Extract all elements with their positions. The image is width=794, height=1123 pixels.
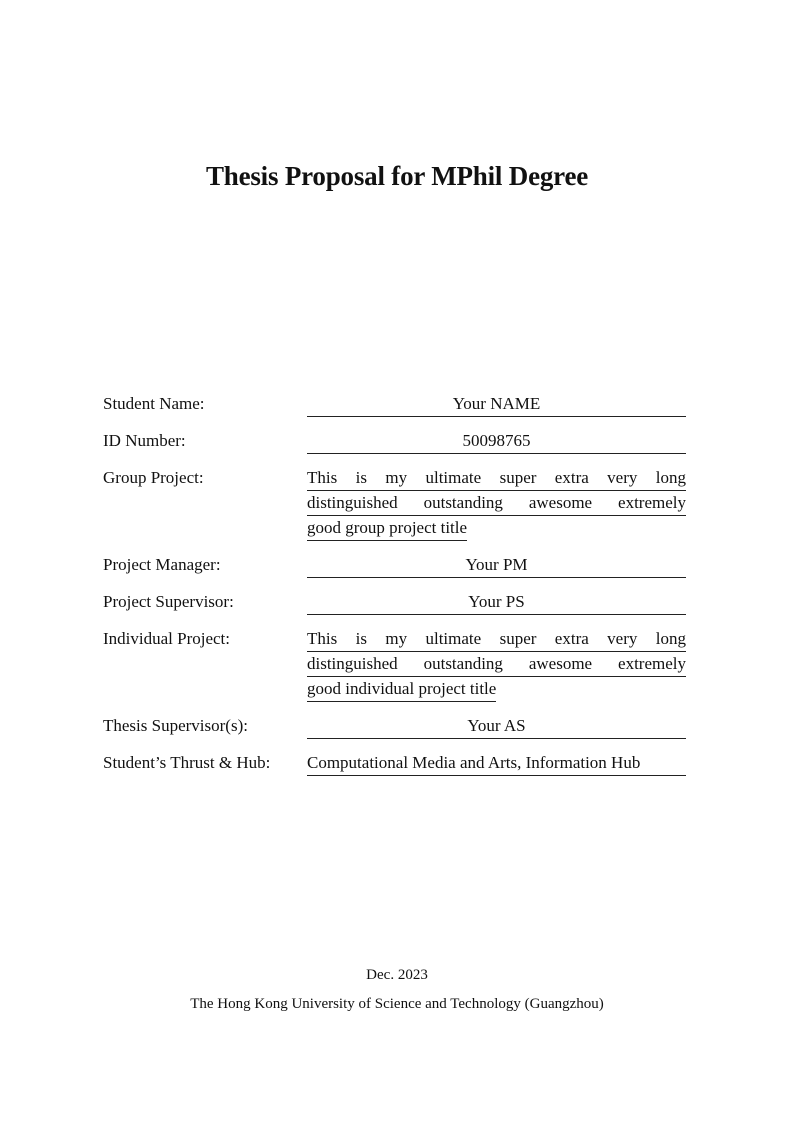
id-number-value: 50098765 bbox=[307, 429, 686, 454]
thrust-hub-label: Student’s Thrust & Hub: bbox=[103, 753, 271, 772]
field-student-name bbox=[103, 392, 686, 417]
individual-project-line: This is my ultimate super extra very long bbox=[307, 627, 686, 652]
institution-name: The Hong Kong University of Science and Technology (Guangzhou) bbox=[190, 996, 604, 1012]
group-project-label: Group Project: bbox=[103, 468, 204, 487]
field-individual-project bbox=[103, 627, 686, 702]
individual-project-line: good individual project title bbox=[307, 677, 496, 702]
field-thesis-supervisors bbox=[103, 714, 686, 739]
group-project-line: good group project title bbox=[307, 516, 467, 541]
individual-project-value bbox=[307, 627, 686, 702]
field-project-supervisor bbox=[103, 590, 686, 615]
project-manager-label: Project Manager: bbox=[103, 555, 221, 574]
student-name-label: Student Name: bbox=[103, 394, 205, 413]
group-project-line: distinguished outstanding awesome extremely bbox=[307, 491, 686, 516]
project-supervisor-label: Project Supervisor: bbox=[103, 592, 234, 611]
page-title: Thesis Proposal for MPhil Degree bbox=[205, 161, 589, 191]
project-supervisor-value: Your PS bbox=[307, 590, 686, 615]
student-name-value: Your NAME bbox=[307, 392, 686, 417]
individual-project-label: Individual Project: bbox=[103, 629, 231, 648]
field-group-project bbox=[103, 466, 686, 541]
group-project-value bbox=[307, 466, 686, 541]
thesis-supervisors-value: Your AS bbox=[307, 714, 686, 739]
group-project-line: This is my ultimate super extra very long bbox=[307, 466, 686, 491]
field-id-number bbox=[103, 429, 686, 454]
thesis-supervisors-label: Thesis Supervisor(s): bbox=[103, 716, 248, 735]
proposal-date: Dec. 2023 bbox=[366, 967, 428, 983]
proposal-info-form bbox=[103, 392, 686, 788]
individual-project-line: distinguished outstanding awesome extremely bbox=[307, 652, 686, 677]
id-number-label: ID Number: bbox=[103, 431, 186, 450]
field-thrust-hub bbox=[103, 751, 686, 776]
project-manager-value: Your PM bbox=[307, 553, 686, 578]
thrust-hub-value: Computational Media and Arts, Information Hub bbox=[307, 751, 686, 776]
field-project-manager bbox=[103, 553, 686, 578]
